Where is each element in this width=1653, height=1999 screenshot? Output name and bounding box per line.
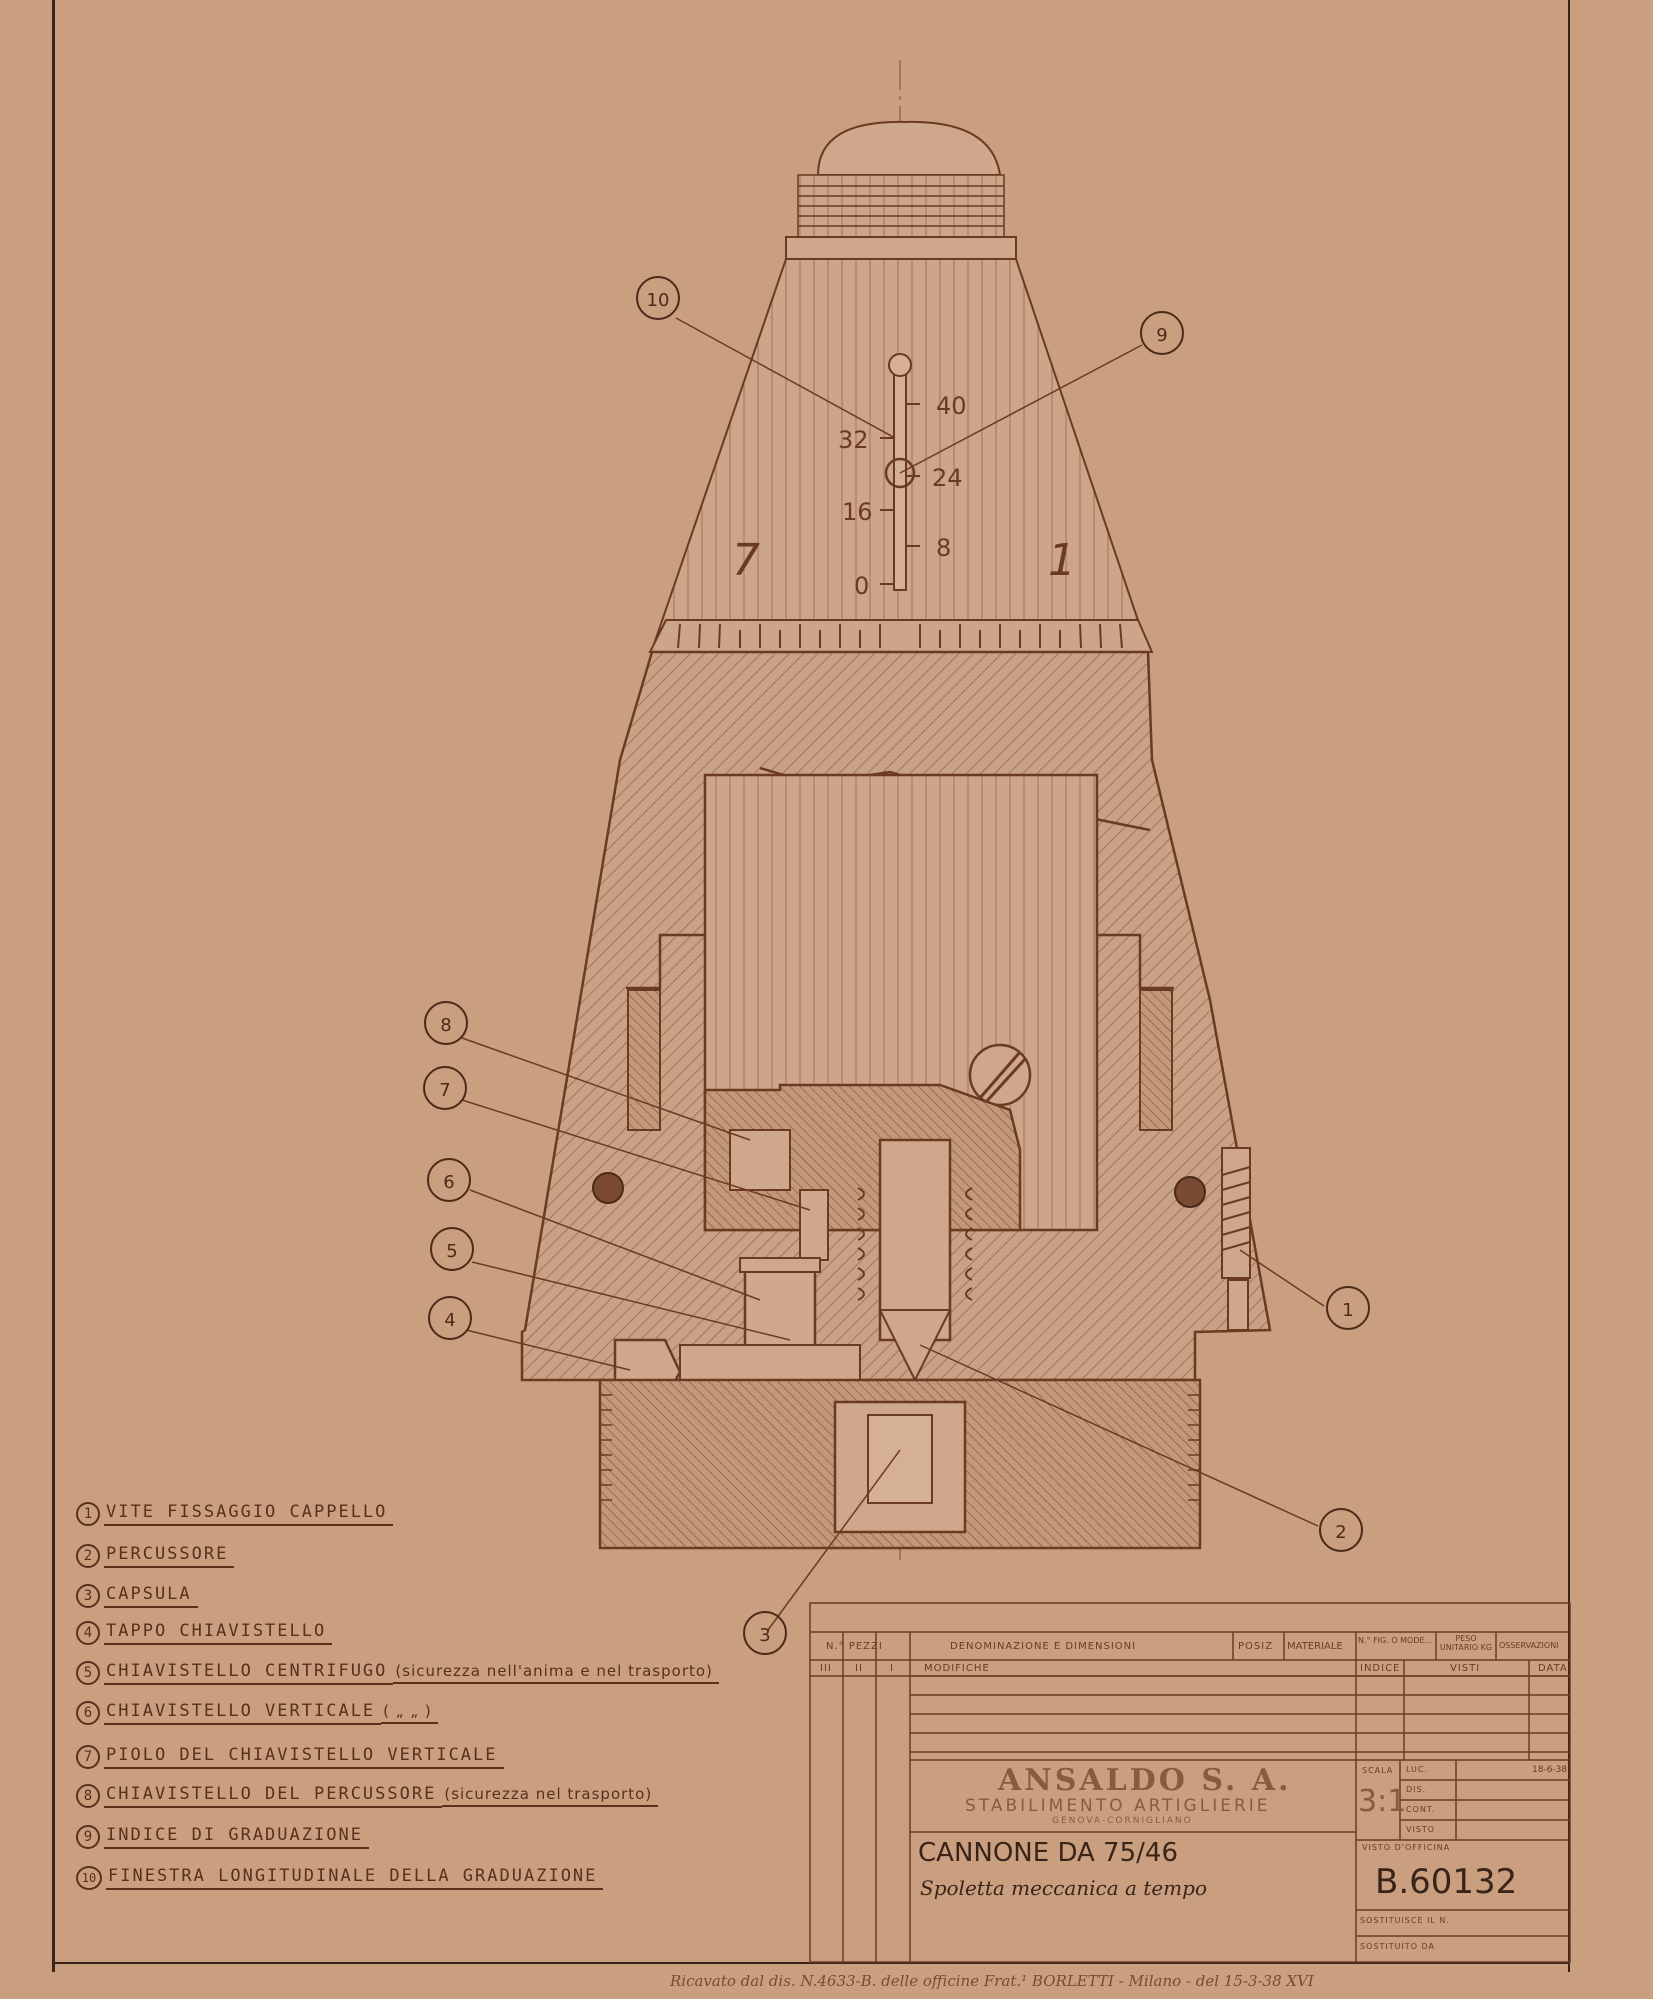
legend-label: INDICE DI GRADUAZIONE: [104, 1825, 369, 1849]
col-pezzi: N.° PEZZI: [826, 1641, 883, 1652]
vertical-latch: [800, 1190, 828, 1260]
legend-number: 10: [76, 1866, 102, 1890]
legend-number: 5: [76, 1661, 100, 1685]
sign-dis: DIS.: [1406, 1785, 1427, 1794]
drawing-subtitle: Spoletta meccanica a tempo: [920, 1876, 1207, 1900]
svg-text:9: 9: [1156, 325, 1168, 346]
legend-item-9: [76, 1823, 369, 1851]
legend-number: 3: [76, 1584, 100, 1608]
legend-item-4: [76, 1619, 332, 1647]
legend-note: (sicurezza nell'anima e nel trasporto): [393, 1662, 719, 1684]
mod-col-ii: II: [855, 1663, 863, 1674]
company-location: GENOVA-CORNIGLIANO: [1052, 1816, 1193, 1826]
svg-text:4: 4: [444, 1310, 456, 1331]
cap-shoulder: [786, 237, 1016, 259]
cap-threads: [798, 175, 1004, 237]
svg-text:8: 8: [440, 1015, 452, 1036]
legend-number: 7: [76, 1745, 100, 1769]
legend-note: (sicurezza nel trasporto): [442, 1785, 658, 1807]
svg-text:3: 3: [759, 1625, 771, 1646]
dial-digit-left: 7: [732, 535, 760, 586]
legend-label: CHIAVISTELLO DEL PERCUSSORE: [104, 1784, 442, 1808]
graduated-ring: [650, 620, 1152, 652]
callout-7: [424, 1067, 466, 1109]
sostituisce: SOSTITUISCE IL N.: [1360, 1916, 1450, 1925]
scale-40: 40: [936, 392, 967, 420]
col-denominazione: DENOMINAZIONE E DIMENSIONI: [950, 1641, 1137, 1652]
scale-24: 24: [932, 464, 963, 492]
callout-5: [431, 1228, 473, 1270]
svg-text:2: 2: [1335, 1522, 1347, 1543]
mod-col-modifiche: MODIFICHE: [924, 1663, 990, 1674]
legend-label: PIOLO DEL CHIAVISTELLO VERTICALE: [104, 1745, 504, 1769]
callout-8: [425, 1002, 467, 1044]
company-name: ANSALDO S. A.: [998, 1763, 1292, 1798]
legend-label: PERCUSSORE: [104, 1544, 234, 1568]
legend-item-8: [76, 1782, 658, 1810]
legend-number: 6: [76, 1701, 100, 1725]
svg-text:7: 7: [439, 1080, 451, 1101]
callout-9: [1141, 312, 1183, 354]
legend-number: 4: [76, 1621, 100, 1645]
scale-16: 16: [842, 498, 873, 526]
callout-2: [1320, 1509, 1362, 1551]
col-osservazioni: OSSERVAZIONI: [1499, 1641, 1559, 1650]
legend-item-2: [76, 1542, 234, 1570]
ball-right: [1175, 1177, 1205, 1207]
legend-label: VITE FISSAGGIO CAPPELLO: [104, 1502, 393, 1526]
legend-note: ( „ „ ): [381, 1702, 438, 1724]
col-peso: PESO UNITARIO KG: [1439, 1634, 1493, 1652]
scale-label: SCALA: [1362, 1766, 1394, 1775]
mod-col-iii: III: [820, 1663, 832, 1674]
sign-visto: VISTO: [1406, 1825, 1436, 1834]
thread-right: [1140, 990, 1172, 1130]
svg-text:1: 1: [1342, 1300, 1354, 1321]
centrifugal-latch: [745, 1260, 815, 1350]
legend-number: 8: [76, 1784, 100, 1808]
legend-item-10: [76, 1864, 603, 1892]
callout-10: [637, 277, 679, 319]
legend-number: 2: [76, 1544, 100, 1568]
callout-1: [1327, 1287, 1369, 1329]
dial-digit-right: 1: [1048, 535, 1076, 586]
legend-number: 9: [76, 1825, 100, 1849]
legend-number: 1: [76, 1502, 100, 1526]
mod-col-visti: VISTI: [1450, 1663, 1481, 1674]
sign-cont: CONT.: [1406, 1805, 1436, 1814]
visto-officina: VISTO D'OFFICINA: [1362, 1843, 1451, 1852]
sign-date: 18-6-38: [1532, 1765, 1568, 1775]
legend-item-5: [76, 1659, 719, 1687]
mod-col-data: DATA: [1538, 1663, 1568, 1674]
legend-label: CHIAVISTELLO CENTRIFUGO: [104, 1661, 393, 1685]
callout-6: [428, 1159, 470, 1201]
ball-left: [593, 1173, 623, 1203]
legend-item-3: [76, 1582, 198, 1610]
legend-label: CAPSULA: [104, 1584, 198, 1608]
col-figura: N.° FIG. O MODE...: [1358, 1636, 1433, 1645]
sostituito-da: SOSTITUITO DA: [1360, 1942, 1436, 1951]
latch-pin-block: [730, 1130, 790, 1190]
scale-value: 3:1: [1358, 1784, 1407, 1819]
svg-text:6: 6: [443, 1172, 455, 1193]
legend-item-1: [76, 1500, 393, 1528]
mod-col-i: I: [890, 1663, 894, 1674]
legend-label: CHIAVISTELLO VERTICALE: [104, 1701, 381, 1725]
mod-col-indice: INDICE: [1360, 1663, 1401, 1674]
col-posiz: POSIZ: [1238, 1641, 1274, 1652]
svg-text:5: 5: [446, 1241, 458, 1262]
legend-item-7: [76, 1743, 504, 1771]
scale-0: 0: [854, 572, 870, 600]
svg-text:10: 10: [646, 290, 670, 311]
drawing-title: CANNONE DA 75/46: [918, 1838, 1178, 1868]
col-materiale: MATERIALE: [1287, 1641, 1343, 1652]
thread-left: [628, 990, 660, 1130]
legend-label: TAPPO CHIAVISTELLO: [104, 1621, 332, 1645]
company-department: STABILIMENTO ARTIGLIERIE: [965, 1796, 1271, 1816]
legend-label: FINESTRA LONGITUDINALE DELLA GRADUAZIONE: [106, 1866, 603, 1890]
cap-dome: [818, 122, 1000, 175]
footer-note: Ricavato dal dis. N.4633-B. delle officine Frat.¹ BORLETTI - Milano - del 15-3-38 XVI: [670, 1972, 1314, 1990]
sign-luc: LUC.: [1406, 1765, 1429, 1774]
scale-8: 8: [936, 534, 952, 562]
callout-4: [429, 1297, 471, 1339]
drawing-number: B.60132: [1375, 1862, 1518, 1902]
legend-item-6: [76, 1699, 438, 1727]
scale-32: 32: [838, 426, 869, 454]
callout-3: [744, 1612, 786, 1654]
